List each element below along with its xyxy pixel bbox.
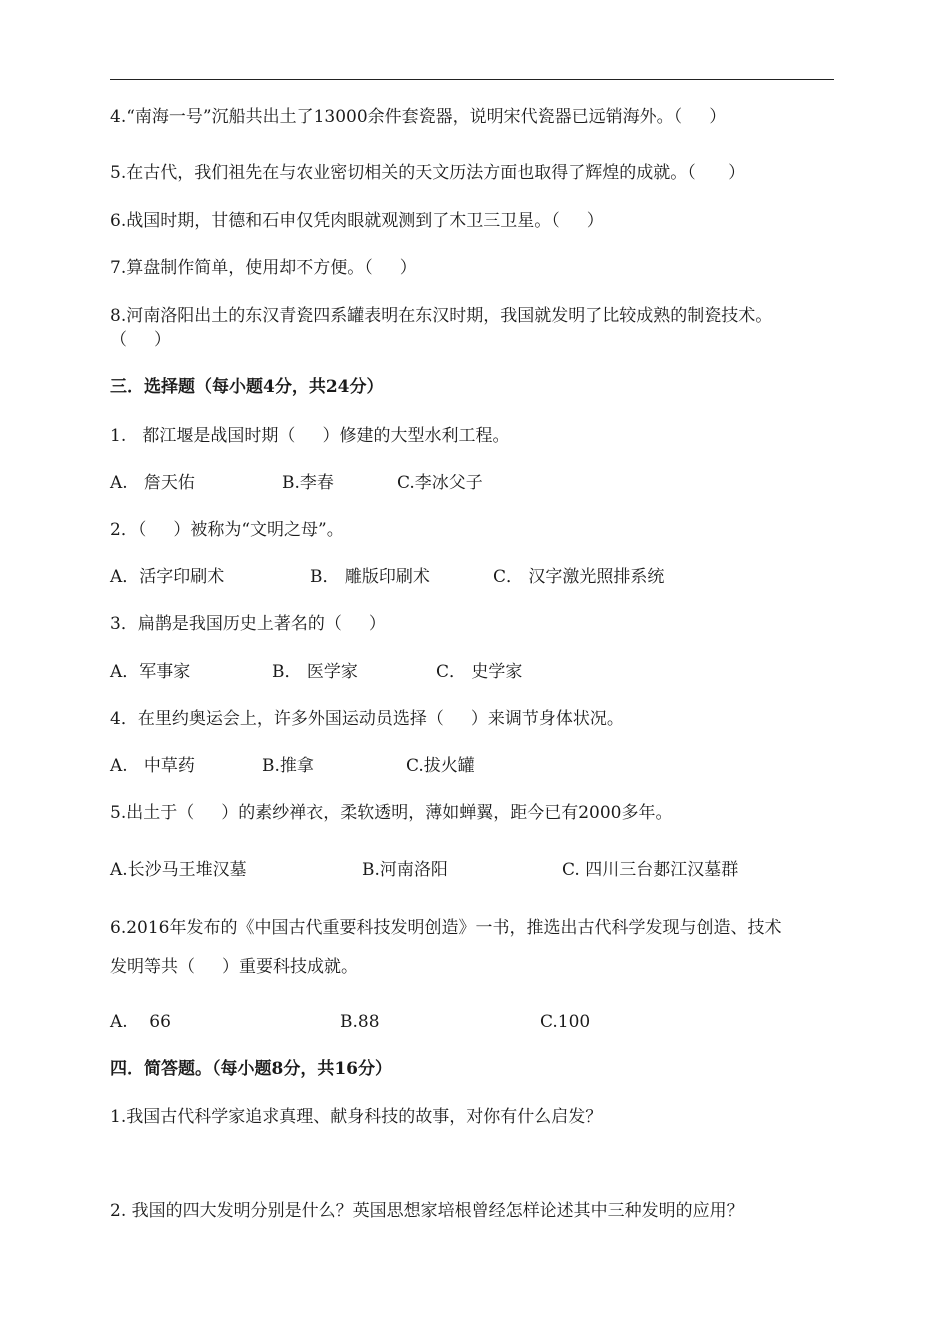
section-3-title: 三．选择题（每小题4分，共24分） <box>110 377 384 397</box>
mc-q4-option-b: B.推拿 <box>262 756 314 776</box>
tf-question-5: 5.在古代，我们祖先在与农业密切相关的天文历法方面也取得了辉煌的成就。（ ） <box>110 163 746 183</box>
mc-q6-option-a: A. 66 <box>110 1012 171 1032</box>
mc-question-2: 2．（ ）被称为“文明之母”。 <box>110 520 344 540</box>
mc-q6-option-c: C.100 <box>540 1012 591 1032</box>
mc-question-6-line-2: 发明等共（ ）重要科技成就。 <box>110 957 359 977</box>
mc-question-4: 4．在里约奥运会上，许多外国运动员选择（ ）来调节身体状况。 <box>110 709 624 729</box>
header-rule <box>110 79 834 80</box>
tf-question-4: 4.“南海一号”沉船共出土了13000余件套瓷器，说明宋代瓷器已远销海外。（ ） <box>110 107 727 127</box>
short-answer-question-1: 1.我国古代科学家追求真理、献身科技的故事，对你有什么启发？ <box>110 1107 603 1127</box>
mc-q5-option-a: A.长沙马王堆汉墓 <box>110 860 247 880</box>
section-4-title: 四．简答题。（每小题8分，共16分） <box>110 1059 392 1079</box>
mc-q5-option-b: B.河南洛阳 <box>362 860 448 880</box>
mc-q4-option-c: C.拔火罐 <box>406 756 475 776</box>
tf-question-8: 8.河南洛阳出土的东汉青瓷四系罐表明在东汉时期，我国就发明了比较成熟的制瓷技术。 <box>110 306 773 326</box>
mc-q2-option-b: B． 雕版印刷术 <box>310 567 430 587</box>
mc-question-6-line-1: 6.2016年发布的《中国古代重要科技发明创造》一书，推选出古代科学发现与创造、技术 <box>110 918 782 938</box>
mc-q3-option-c: C． 史学家 <box>436 662 523 682</box>
mc-question-1: 1. 都江堰是战国时期（ ）修建的大型水利工程。 <box>110 426 510 446</box>
mc-q1-option-c: C.李冰父子 <box>397 473 483 493</box>
mc-q3-option-b: B． 医学家 <box>272 662 358 682</box>
tf-question-7: 7.算盘制作简单，使用却不方便。（ ） <box>110 258 417 278</box>
mc-question-3: 3．扁鹊是我国历史上著名的（ ） <box>110 614 386 634</box>
mc-q2-option-c: C． 汉字激光照排系统 <box>493 567 665 587</box>
mc-q5-option-c: C. 四川三台郪江汉墓群 <box>562 860 739 880</box>
tf-question-6: 6.战国时期，甘德和石申仅凭肉眼就观测到了木卫三卫星。（ ） <box>110 211 604 231</box>
mc-q1-option-a: A. 詹天佑 <box>110 473 195 493</box>
mc-q4-option-a: A. 中草药 <box>110 756 195 776</box>
tf-question-8-bracket: （ ） <box>110 330 172 350</box>
mc-q1-option-b: B.李春 <box>282 473 334 493</box>
mc-q6-option-b: B.88 <box>340 1012 380 1032</box>
short-answer-question-2: 2. 我国的四大发明分别是什么？英国思想家培根曾经怎样论述其中三种发明的应用？ <box>110 1201 744 1221</box>
mc-q2-option-a: A．活字印刷术 <box>110 567 225 587</box>
mc-question-5: 5.出土于（ ）的素纱禅衣，柔软透明，薄如蝉翼，距今已有2000多年。 <box>110 803 673 823</box>
mc-q3-option-a: A．军事家 <box>110 662 191 682</box>
